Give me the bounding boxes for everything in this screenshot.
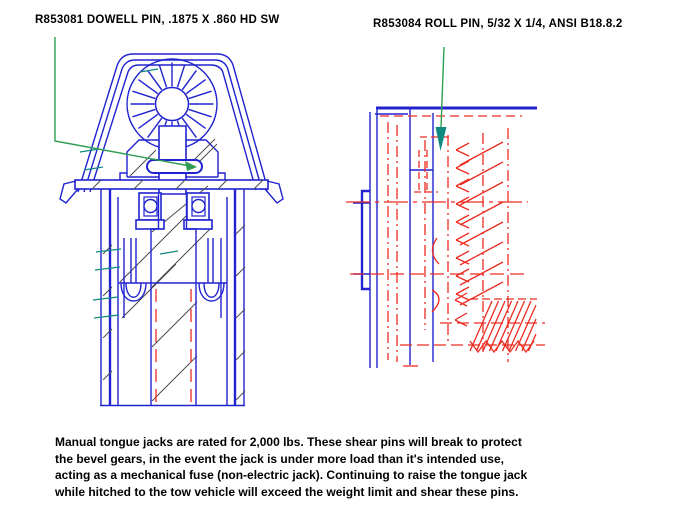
jack-side-view bbox=[346, 108, 545, 368]
caption-line: acting as a mechanical fuse (non-electric jack). Continuing to raise the tongue jack bbox=[55, 468, 528, 483]
hidden-lines bbox=[346, 116, 545, 366]
outer-tube bbox=[100, 189, 245, 406]
left-bearing bbox=[136, 193, 164, 229]
caption-line: the bevel gears, in the event the jack is under more load than it's intended use, bbox=[55, 451, 504, 466]
caption bbox=[55, 434, 615, 500]
bevel-gear-teeth bbox=[456, 142, 503, 305]
jack-front-view bbox=[60, 54, 283, 406]
roll-pin-leader-line bbox=[436, 47, 447, 151]
dowel-pin-callout: R853081 DOWELL PIN, .1875 X .860 HD SW bbox=[35, 14, 280, 26]
right-bearing bbox=[184, 193, 212, 229]
caption-line: while hitched to the tow vehicle will exceed the weight limit and shear these pins. bbox=[55, 484, 519, 499]
side-view-outline bbox=[353, 108, 537, 368]
roll-pin-callout: R853084 ROLL PIN, 5/32 X 1/4, ANSI B18.8.2 bbox=[373, 18, 623, 30]
caption-line: Manual tongue jacks are rated for 2,000 lbs. These shear pins will break to protect bbox=[55, 435, 522, 449]
